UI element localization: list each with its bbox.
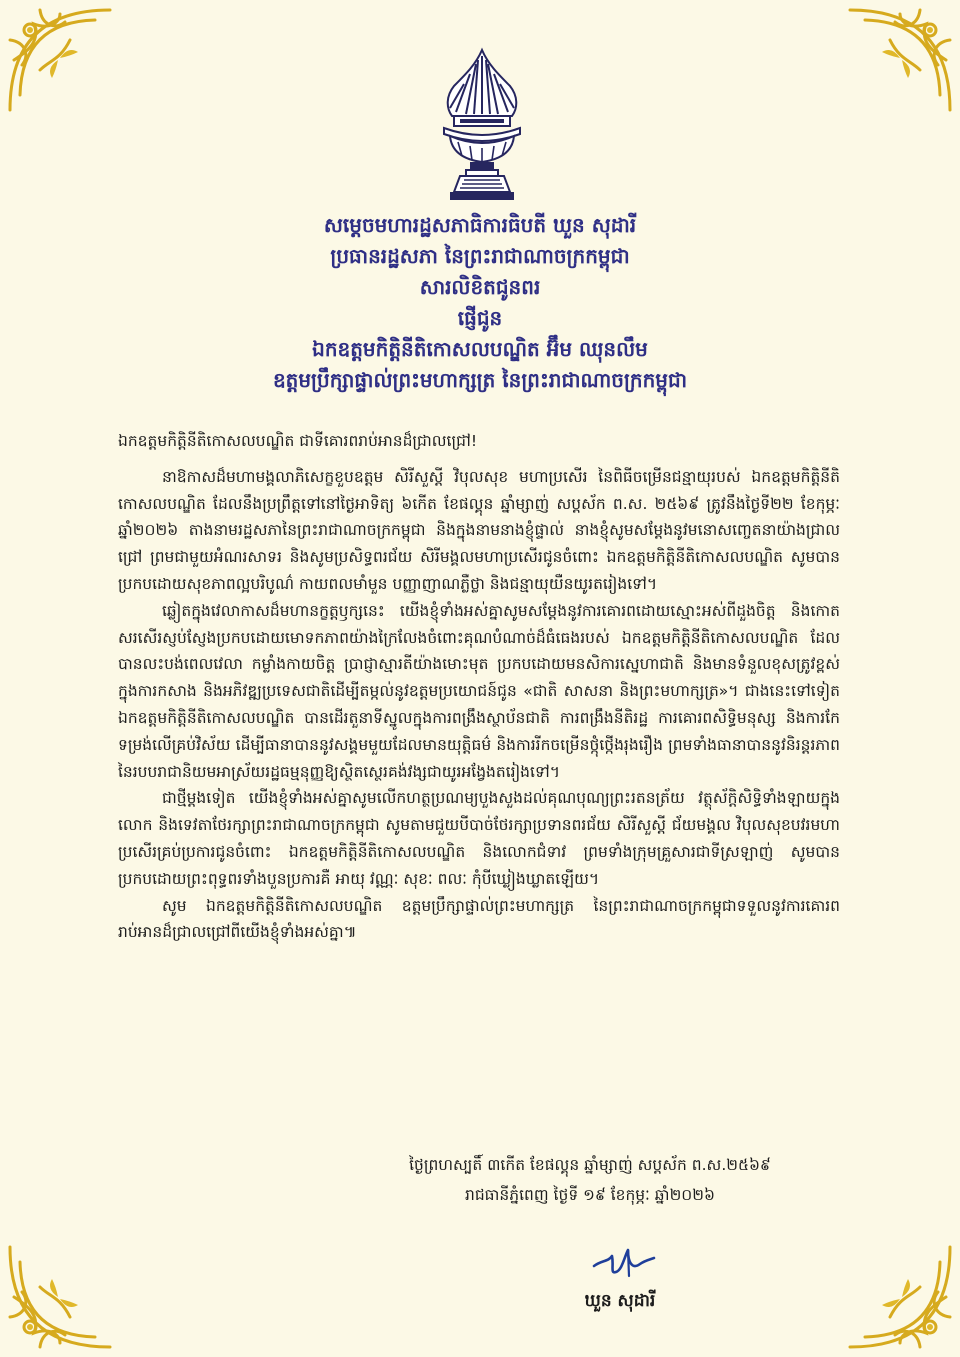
letter-type: សារលិខិតជូនពរ [419,275,541,299]
national-assembly-emblem-icon [436,46,528,202]
recipient-position: ឧត្ដមប្រឹក្សាផ្ទាល់ព្រះមហាក្សត្រ នៃព្រះរាជាណាចក្រកម្ពុជា [272,368,688,392]
corner-ornament-top-right [840,0,960,120]
salutation: ឯកឧត្ដមកិត្តិនីតិកោសលបណ្ឌិត ជាទីគោរពរាប់អានដ៏ជ្រាលជ្រៅ! [118,432,478,450]
recipient-name: ឯកឧត្ដមកិត្តិនីតិកោសលបណ្ឌិត អ៊ឹម ឈុនលឹម [312,337,648,361]
corner-ornament-bottom-right [840,1237,960,1357]
signer-name: ឃួន សុដារី [584,1291,656,1311]
sender-position: ប្រធានរដ្ឋសភា នៃព្រះរាជាណាចក្រកម្ពុជា [330,244,630,268]
corner-ornament-top-left [0,0,120,120]
paragraph-4: សូម ឯកឧត្ដមកិត្តិនីតិកោសលបណ្ឌិត ឧត្ដមប្រឹក្សាផ្ទាល់ព្រះមហាក្សត្រ នៃព្រះរាជាណាចក្រកម្ពុជាទទួលនូវការគោរពរាប់អានដ៏ជ្រាលជ្រៅពីយើងខ្ញុំទាំងអស់គ្នា៕ [118,896,840,942]
paragraph-3: ជាថ្មីម្ដងទៀត យើងខ្ញុំទាំងអស់គ្នាសូមលើកហត្ថប្រណម្យបួងសួងដល់គុណបុណ្យព្រះរតនត្រ័យ វត្ថុស័ក្តិសិទ្ធិទាំងឡាយក្នុងលោក និងទេវតាថែរក្សាព្រះរាជាណាចក្រកម្ពុជា សូមតាមជួយបីបាច់ថែរក្សាប្រទានពរជ័យ សិរីសួស្ដី ជ័យមង្គល វិបុលសុខបវរមហាប្រសើរគ្រប់ប្រការជូនចំពោះ ឯកឧត្ដមកិត្តិនីតិកោសលបណ្ឌិត និងលោកជំទាវ ព្រមទាំងក្រុមគ្រួសារជាទីស្រឡាញ់ សូមបានប្រកបដោយព្រះពុទ្ធពរទាំងបួនប្រការគឺ អាយុ វណ្ណៈ សុខៈ ពលៈ កុំបីឃ្លៀងឃ្លាតឡើយ។ [118,789,840,888]
lunar-date: ថ្ងៃព្រហស្បតិ៍ ៣កើត ខែផល្គុន ឆ្នាំម្សាញ់ សប្តស័ក ព.ស.២៥៦៩ [409,1156,771,1174]
letter-body [118,428,840,946]
date-block [350,1150,830,1210]
place-and-date: រាជធានីភ្នំពេញ ថ្ងៃទី ១៩ ខែកុម្ភៈ ឆ្នាំ២០២៦ [465,1186,715,1204]
addressed-to-label: ផ្ញើជូន [457,306,503,330]
paragraph-2: ឆ្លៀតក្នុងវេលាកាសដ៏មហានក្ខត្តឫក្សនេះ យើងខ្ញុំទាំងអស់គ្នាសូមសម្ដែងនូវការគោរពដោយស្មោះអស់ពីដួងចិត្ត និងកោតសរសើរស្ញប់ស្ញែងប្រកបដោយមោទកភាពយ៉ាងក្រៃលែងចំពោះគុណបំណាច់ដ៏ធំធេងរបស់ ឯកឧត្ដមកិត្តិនីតិកោសលបណ្ឌិត ដែលបានលះបង់ពេលវេលា កម្លាំងកាយចិត្ត ប្រាជ្ញាស្មារតីយ៉ាងមោះមុត ប្រកបដោយមនសិការស្នេហាជាតិ និងមានទំនួលខុសត្រូវខ្ពស់ក្នុងការកសាង និងអភិវឌ្ឍប្រទេសជាតិដើម្បីតម្កល់នូវឧត្ដមប្រយោជន៍ជូន «ជាតិ សាសនា និងព្រះមហាក្សត្រ»។ ជាងនេះទៅទៀត ឯកឧត្ដមកិត្តិនីតិកោសលបណ្ឌិត បានដើរតួនាទីស្នូលក្នុងការពង្រឹងស្ថាប័នជាតិ ការពង្រឹងនីតិរដ្ឋ ការគោរពសិទ្ធិមនុស្ស និងការកែទម្រង់លើគ្រប់វិស័យ ដើម្បីធានាបាននូវសង្គមមួយដែលមានយុត្តិធម៌ និងការរីកចម្រើនថ្កុំថ្កើងរុងរឿង ព្រមទាំងធានាបាននូវនិរន្តរភាពនៃរបបរាជានិយមអាស្រ័យរដ្ឋធម្មនុញ្ញឱ្យស្ថិតស្ថេរគង់វង្សជាយូរអង្វែងតរៀងទៅ។ [118,601,840,781]
letter-header [100,210,860,396]
corner-ornament-bottom-left [0,1237,120,1357]
sender-title: សម្ដេចមហារដ្ឋសភាធិការធិបតី ឃួន សុដារី [323,213,637,237]
handwritten-signature [588,1236,658,1282]
paragraph-1: នាឱកាសដ៏មហាមង្គលាភិសេក្ខខួបឧត្ដម សិរីសួស្ដី វិបុលសុខ មហាប្រសើរ នៃពិធីចម្រើនជន្មាយុរបស់ ឯកឧត្ដមកិត្តិនីតិកោសលបណ្ឌិត ដែលនឹងប្រព្រឹត្តទៅនៅថ្ងៃអាទិត្យ ៦កើត ខែផល្គុន ឆ្នាំម្សាញ់ សប្តស័ក ព.ស. ២៥៦៩ ត្រូវនឹងថ្ងៃទី២២ ខែកុម្ភៈ ឆ្នាំ២០២៦ តាងនាមរដ្ឋសភានៃព្រះរាជាណាចក្រកម្ពុជា និងក្នុងនាមនាងខ្ញុំផ្ទាល់ នាងខ្ញុំសូមសម្ដែងនូវមនោសញ្ចេតនាយ៉ាងជ្រាលជ្រៅ ព្រមជាមួយអំណរសាទរ និងសូមប្រសិទ្ធពរជ័យ សិរីមង្គលមហាប្រសើរជូនចំពោះ ឯកឧត្ដមកិត្តិនីតិកោសលបណ្ឌិត សូមបានប្រកបដោយសុខភាពល្អបរិបូណ៌ កាយពលមាំមួន បញ្ញាញាណភ្លឺថ្លា និងជន្មាយុយឺនយូរតរៀងទៅ។ [118,467,840,593]
